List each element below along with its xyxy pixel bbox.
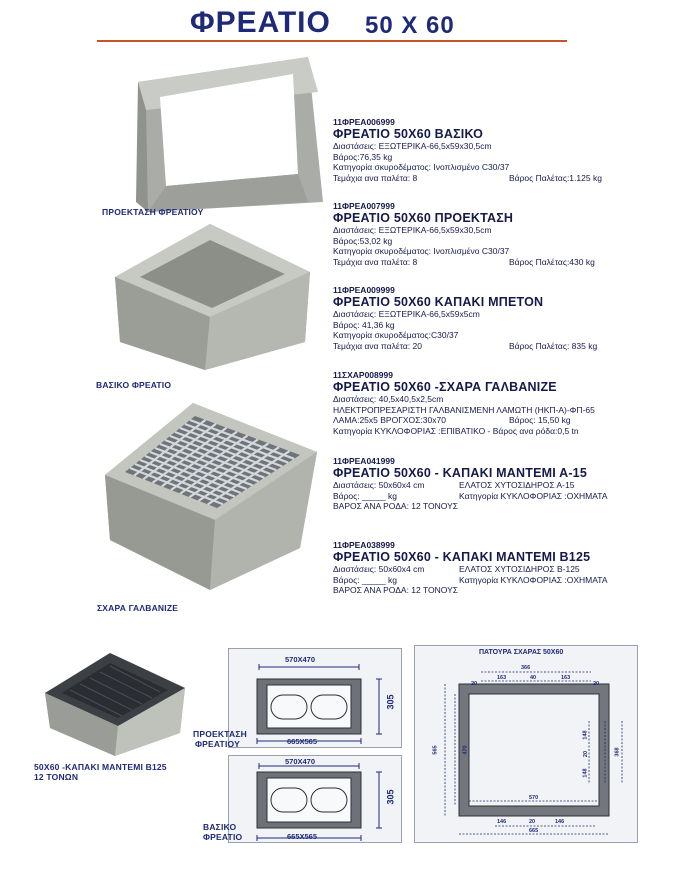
- drawing-grate-seat-panel: [414, 645, 638, 843]
- product-code: 11ΦΡΕΑ038999: [333, 540, 395, 550]
- spec-line: [333, 585, 633, 596]
- spec-text-right: ΕΛΑΤΟΣ ΧΥΤΟΣΙΔΗΡΟΣ Β-125: [459, 564, 580, 574]
- spec-text: Διαστάσεις: ΕΞΩΤΕΡΙΚΑ-66,5x59x30,5cm: [333, 225, 492, 235]
- product-name: ΦΡΕΑΤΙΟ 50Χ60 ΠΡΟΕΚΤΑΣΗ: [333, 211, 514, 225]
- grate-right-b: 148: [582, 768, 589, 778]
- spec-text: Τεμάχια ανα παλέτα: 20: [333, 340, 422, 351]
- spec-text: Κατηγορία ΚΥΚΛΟΦΟΡΙΑΣ :ΕΠΙΒΑΤΙΚΟ - Βάρος ανα ρόδα:0,5 tn: [333, 425, 579, 436]
- spec-line: [333, 330, 633, 341]
- grate-top-b: 163: [497, 675, 507, 681]
- spec-line: [333, 173, 633, 184]
- product-spec: [333, 456, 633, 512]
- caption-extension: ΠΡΟΕΚΤΑΣΗ ΦΡΕΑΤΙΟΥ: [102, 207, 204, 217]
- spec-text: ΒΑΡΟΣ ΑΝΑ ΡΟΔΑ: 12 ΤΟΝΟΥΣ: [333, 585, 459, 595]
- product-name: ΦΡΕΑΤΙΟ 50Χ60 - ΚΑΠΑΚΙ ΜΑΝΤΕΜΙ Β125: [333, 550, 591, 564]
- spec-text: Κατηγορία σκυροδέματος: Ινοπλισμένο C30/37: [333, 162, 510, 172]
- grate-bottom-outer: 665: [529, 828, 539, 834]
- spec-text-right: Κατηγορία ΚΥΚΛΟΦΟΡΙΑΣ :ΟΧΗΜΑΤΑ: [459, 574, 608, 585]
- spec-text: Βάρος: 41,36 kg: [333, 319, 395, 330]
- spec-line: [333, 236, 633, 247]
- spec-text: Βάρος:76,35 kg: [333, 151, 393, 162]
- spec-line: [333, 405, 633, 416]
- cover-photo: [40, 648, 192, 758]
- spec-text-right: Βάρος Παλέτας: 835 kg: [509, 340, 598, 351]
- grate-left-inner: 470: [462, 745, 469, 755]
- grate-right-a: 148: [582, 730, 589, 740]
- extension-inner-dim: 570X470: [285, 655, 316, 664]
- grate-top-e: 20: [593, 681, 600, 687]
- grate-top-a: 20: [471, 681, 478, 687]
- basic-inner-dim: 570X470: [285, 757, 316, 766]
- spec-text: Κατηγορία σκυροδέματος:C30/37: [333, 330, 459, 340]
- spec-text-right: Κατηγορία ΚΥΚΛΟΦΟΡΙΑΣ :ΟΧΗΜΑΤΑ: [459, 490, 608, 501]
- spec-line: [333, 152, 633, 163]
- spec-text-right: ΕΛΑΤΟΣ ΧΥΤΟΣΙΔΗΡΟΣ Α-15: [459, 480, 575, 490]
- grate-top-total: 366: [521, 665, 531, 671]
- spec-text: Τεμάχια ανα παλέτα: 8: [333, 256, 418, 267]
- spec-text-right: Βάρος Παλέτας:430 kg: [509, 256, 595, 267]
- spec-line: [333, 257, 633, 268]
- spec-text: Βάρος: _____ kg: [333, 574, 397, 585]
- spec-text: Διαστάσεις: ΕΞΩΤΕΡΙΚΑ-66,5x59x5cm: [333, 309, 480, 319]
- spec-text: Διαστάσεις: ΕΞΩΤΕΡΙΚΑ-66,5x59x30,5cm: [333, 141, 492, 151]
- basic-drawing-label-1: ΒΑΣΙΚΟ: [203, 822, 237, 832]
- spec-line: [333, 225, 633, 236]
- extension-drawing-label-2: ΦΡΕΑΤΙΟΥ: [195, 739, 240, 749]
- caption-cover-line1: 50X60 -ΚΑΠΑΚΙ ΜΑΝΤΕΜΙ Β125: [34, 762, 167, 772]
- product-code: 11ΦΡΕΑ009999: [333, 285, 395, 295]
- spec-text: Διαστάσεις: 40,5x40,5x2,5cm: [333, 394, 444, 404]
- grate-top-d: 163: [561, 675, 571, 681]
- grate-photo: [95, 400, 327, 595]
- spec-line: [333, 309, 633, 320]
- spec-text: ΗΛΕΚΤΡΟΠΡΕΣΑΡΙΣΤΗ ΓΑΛΒΑΝΙΣΜΕΝΗ ΛΑΜΩΤΗ (ΗΚΠ-Α)-ΦΠ-65: [333, 404, 595, 415]
- page-title: ΦΡΕΑΤΙΟ: [190, 6, 331, 39]
- drawing-basic-panel: [228, 755, 402, 843]
- product-spec: [333, 540, 633, 596]
- page-header: [0, 0, 680, 48]
- extension-drawing-label-1: ΠΡΟΕΚΤΑΣΗ: [193, 729, 247, 739]
- product-spec: [333, 370, 633, 436]
- spec-text-right: Βάρος Παλέτας:1.125 kg: [509, 172, 602, 183]
- caption-cover-line2: 12 ΤΟΝΩΝ: [34, 772, 79, 782]
- spec-line: [333, 141, 633, 152]
- spec-line: [333, 320, 633, 331]
- grate-bottom-inner: 570: [529, 795, 539, 801]
- product-code: 11ΣΧΑΡ008999: [333, 370, 393, 380]
- grate-bottom-c: 146: [555, 819, 565, 825]
- product-name: ΦΡΕΑΤΙΟ 50Χ60 - ΚΑΠΑΚΙ ΜΑΝΤΕΜΙ Α-15: [333, 466, 587, 480]
- product-spec: [333, 285, 633, 351]
- product-name: ΦΡΕΑΤΙΟ 50Χ60 ΚΑΠΑΚΙ ΜΠΕΤΟΝ: [333, 295, 544, 309]
- basic-photo: [100, 222, 325, 372]
- basic-drawing-label-2: ΦΡΕΑΤΙΟ: [203, 832, 243, 842]
- grate-top-c: 40: [530, 675, 537, 681]
- extension-height-dim: 305: [385, 694, 396, 710]
- spec-line: [333, 491, 633, 502]
- caption-grate: ΣΧΑΡΑ ΓΑΛΒΑΝΙΖΕ: [97, 603, 179, 613]
- product-code: 11ΦΡΕΑ006999: [333, 117, 395, 127]
- grate-right-c: 20: [583, 750, 590, 758]
- spec-line: [333, 246, 633, 257]
- caption-basic: ΒΑΣΙΚΟ ΦΡΕΑΤΙΟ: [96, 380, 172, 390]
- extension-outer-dim: 665X565: [287, 737, 318, 746]
- spec-line: [333, 341, 633, 352]
- product-name: ΦΡΕΑΤΙΟ 50Χ60 -ΣΧΑΡΑ ΓΑΛΒΑΝΙΖΕ: [333, 380, 557, 394]
- spec-text: Διαστάσεις: 50x60x4 cm: [333, 480, 425, 490]
- basic-outer-dim: 665X565: [287, 832, 318, 841]
- product-code: 11ΦΡΕΑ041999: [333, 456, 395, 466]
- grate-bottom-b: 20: [529, 819, 536, 825]
- spec-text: Διαστάσεις: 50x60x4 cm: [333, 564, 425, 574]
- spec-line: [333, 480, 633, 491]
- spec-text: Βάρος: _____ kg: [333, 490, 397, 501]
- grate-right-total: 368: [614, 747, 621, 757]
- spec-line: [333, 501, 633, 512]
- spec-text: ΒΑΡΟΣ ΑΝΑ ΡΟΔΑ: 12 ΤΟΝΟΥΣ: [333, 501, 459, 511]
- product-spec: [333, 117, 633, 183]
- spec-text: Βάρος:53,02 kg: [333, 235, 393, 246]
- spec-text-right: Βάρος: 15,50 kg: [509, 415, 571, 425]
- grate-left-outer: 565: [432, 745, 439, 755]
- grate-bottom-a: 146: [497, 819, 507, 825]
- product-name: ΦΡΕΑΤΙΟ 50Χ60 ΒΑΣΙΚΟ: [333, 127, 484, 141]
- spec-text: Κατηγορία σκυροδέματος: Ινοπλισμένο C30/37: [333, 246, 510, 256]
- grate-seat-title: ΠΑΤΟΥΡΑ ΣΧΑΡΑΣ 50Χ60: [479, 649, 564, 656]
- product-code: 11ΦΡΕΑ007999: [333, 201, 395, 211]
- extension-photo: [118, 52, 328, 222]
- drawing-extension-panel: [228, 648, 402, 748]
- spec-line: [333, 415, 633, 426]
- product-spec: [333, 201, 633, 267]
- title-underline: [97, 40, 567, 42]
- spec-text: ΛΑΜΑ:25x5 ΒΡΟΓΧΟΣ:30x70: [333, 415, 446, 425]
- spec-line: [333, 564, 633, 575]
- spec-text: Τεμάχια ανα παλέτα: 8: [333, 172, 418, 183]
- basic-height-dim: 305: [385, 789, 396, 805]
- spec-line: [333, 162, 633, 173]
- spec-line: [333, 426, 633, 437]
- page-title-size: 50 X 60: [365, 12, 455, 39]
- spec-line: [333, 575, 633, 586]
- spec-line: [333, 394, 633, 405]
